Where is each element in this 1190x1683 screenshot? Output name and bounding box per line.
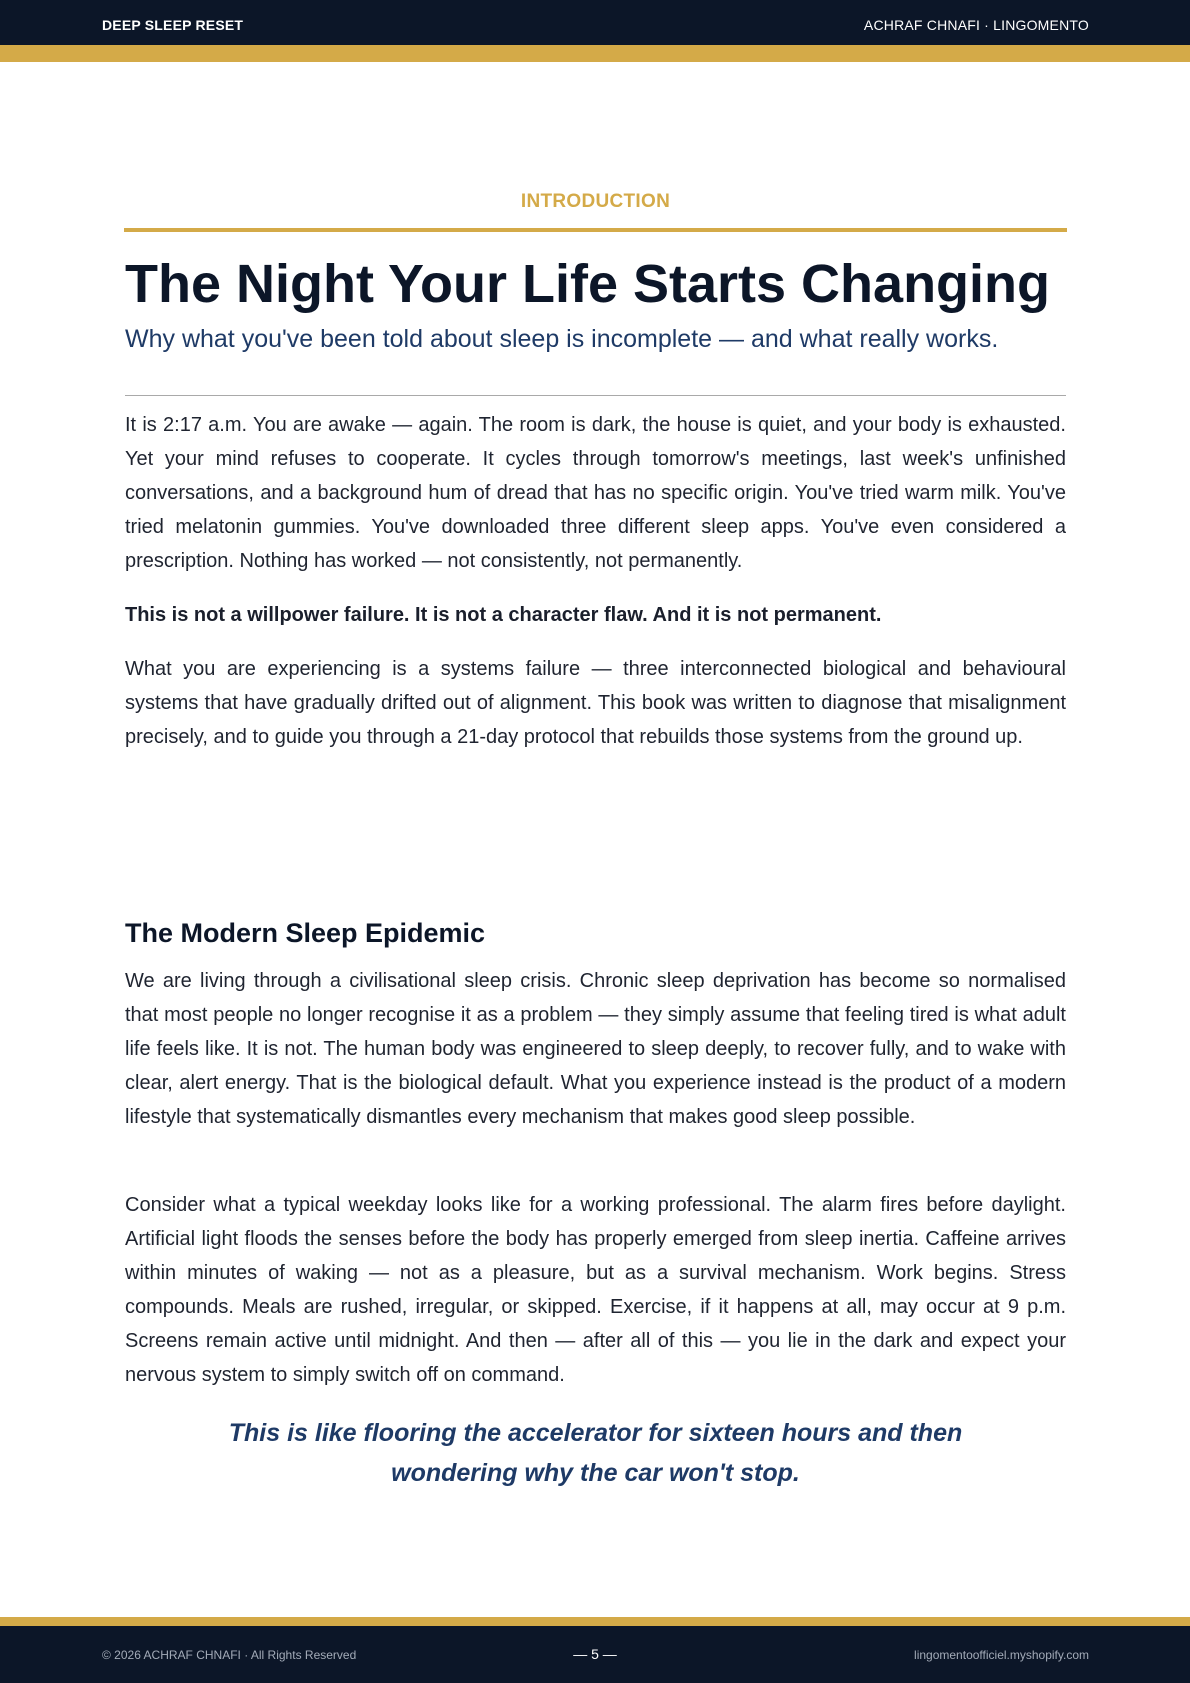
- page-footer: [0, 1626, 1190, 1683]
- intro-paragraph: It is 2:17 a.m. You are awake — again. The room is dark, the house is quiet, and your body is exhausted. Yet your mind refuses to cooperate. It cycles through tomorrow's meetings, last week's unfinished conversations, and a background hum of dread that has no specific origin. You've tried warm milk. You've tried melatonin gummies. You've downloaded three different sleep apps. You've even considered a prescription. Nothing has worked — not consistently, not permanently.: [125, 414, 1066, 572]
- chapter-divider: [124, 228, 1067, 232]
- header-accent-bar: [0, 45, 1190, 62]
- intro-paragraph: What you are experiencing is a systems failure — three interconnected biological and behavioural systems that have gradually drifted out of alignment. This book was written to diagnose that misalignment precisely, and to guide you through a 21-day protocol that rebuilds those systems from the ground up.: [125, 658, 1066, 748]
- section-divider: [125, 395, 1066, 396]
- website-link[interactable]: lingomentoofficiel.myshopify.com: [914, 1648, 1089, 1662]
- chapter-title: The Night Your Life Starts Changing: [125, 254, 1051, 314]
- section-paragraph: Consider what a typical weekday looks like for a working professional. The alarm fires before daylight. Artificial light floods the senses before the body has properly emerged from sleep inertia. Caffeine arrives within minutes of waking — not as a pleasure, but as a survival mechanism. Work begins. Stress compounds. Meals are rushed, irregular, or skipped. Exercise, if it happens at all, may occur at 9 p.m. Screens remain active until midnight. And then — after all of this — you lie in the dark and expect your nervous system to simply switch off on command.: [125, 1194, 1066, 1386]
- page-number: — 5 —: [573, 1646, 617, 1662]
- section-paragraph: We are living through a civilisational sleep crisis. Chronic sleep deprivation has become so normalised that most people no longer recognise it as a problem — they simply assume that feeling tired is what adult life feels like. It is not. The human body was engineered to sleep deeply, to recover fully, and to wake with clear, alert energy. That is the biological default. What you experience instead is the product of a modern lifestyle that systematically dismantles every mechanism that makes good sleep possible.: [125, 970, 1066, 1128]
- pull-quote: This is like flooring the accelerator for sixteen hours and then wondering why the car won't stop.: [228, 1419, 963, 1487]
- chapter-label: INTRODUCTION: [520, 191, 671, 212]
- chapter-subtitle: Why what you've been told about sleep is incomplete — and what really works.: [125, 325, 999, 353]
- section-heading: The Modern Sleep Epidemic: [125, 918, 486, 948]
- intro-emphasis: This is not a willpower failure. It is not a character flaw. And it is not permanent.: [125, 604, 882, 626]
- book-title: DEEP SLEEP RESET: [102, 17, 244, 33]
- page-header: [0, 0, 1190, 45]
- footer-accent-bar: [0, 1617, 1190, 1626]
- copyright-notice: © 2026 ACHRAF CHNAFI · All Rights Reserved: [102, 1648, 357, 1662]
- author-brand: ACHRAF CHNAFI · LINGOMENTO: [863, 17, 1089, 33]
